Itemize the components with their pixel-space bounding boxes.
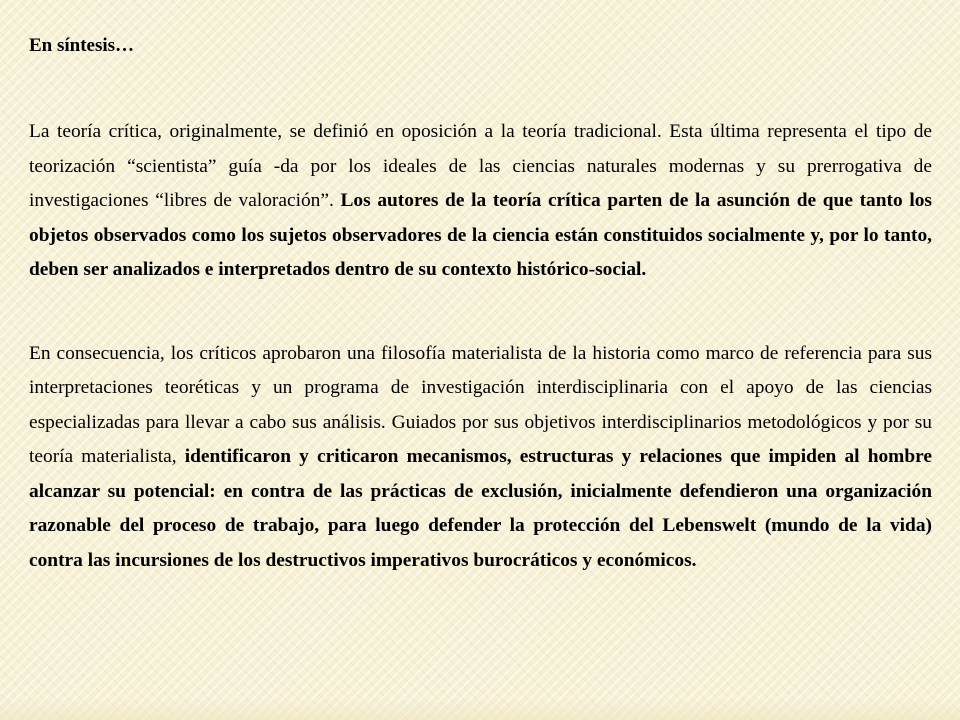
paragraph-consequence: [29, 337, 932, 579]
paragraph-2-text: En consecuencia, los críticos aprobaron una filosofía materialista de la historia como marco de referencia para sus interpretaciones teoréticas y un programa de investigación interdisciplinaria con el apoyo de las ciencias especializadas para llevar a cabo sus análisis. Guiados por sus objetivos interdisciplinarios metodológicos y por su teoría materialista,: [29, 342, 932, 467]
paragraph-2-emphasis: identificaron y criticaron mecanismos, estructuras y relaciones que impiden al hombre alcanzar su potencial: en contra de las prácticas de exclusión, inicialmente defendieron una organización razonable del proceso de trabajo, para luego defender la protección del Lebenswelt (mundo de la vida) contra las incursiones de los destructivos imperativos burocráticos y económicos.: [29, 446, 932, 571]
paragraph-1-emphasis: Los autores de la teoría crítica parten de la asunción de que tanto los objetos observados como los sujetos observadores de la ciencia están constituidos socialmente y, por lo tanto, deben ser analizados e interpretados dentro de su contexto histórico-social.: [29, 190, 932, 280]
background-bottom-band: [0, 698, 960, 720]
slide-heading: En síntesis…: [29, 35, 135, 56]
paragraph-critical-theory: [29, 115, 932, 288]
slide-content: [29, 22, 932, 578]
paragraph-1-text: La teoría crítica, originalmente, se definió en oposición a la teoría tradicional. Esta última representa el tipo de teorización “scientista” guía -da por los ideales de las ciencias naturales modernas y su prerrogativa de investigaciones “libres de valoración”.: [29, 121, 932, 211]
